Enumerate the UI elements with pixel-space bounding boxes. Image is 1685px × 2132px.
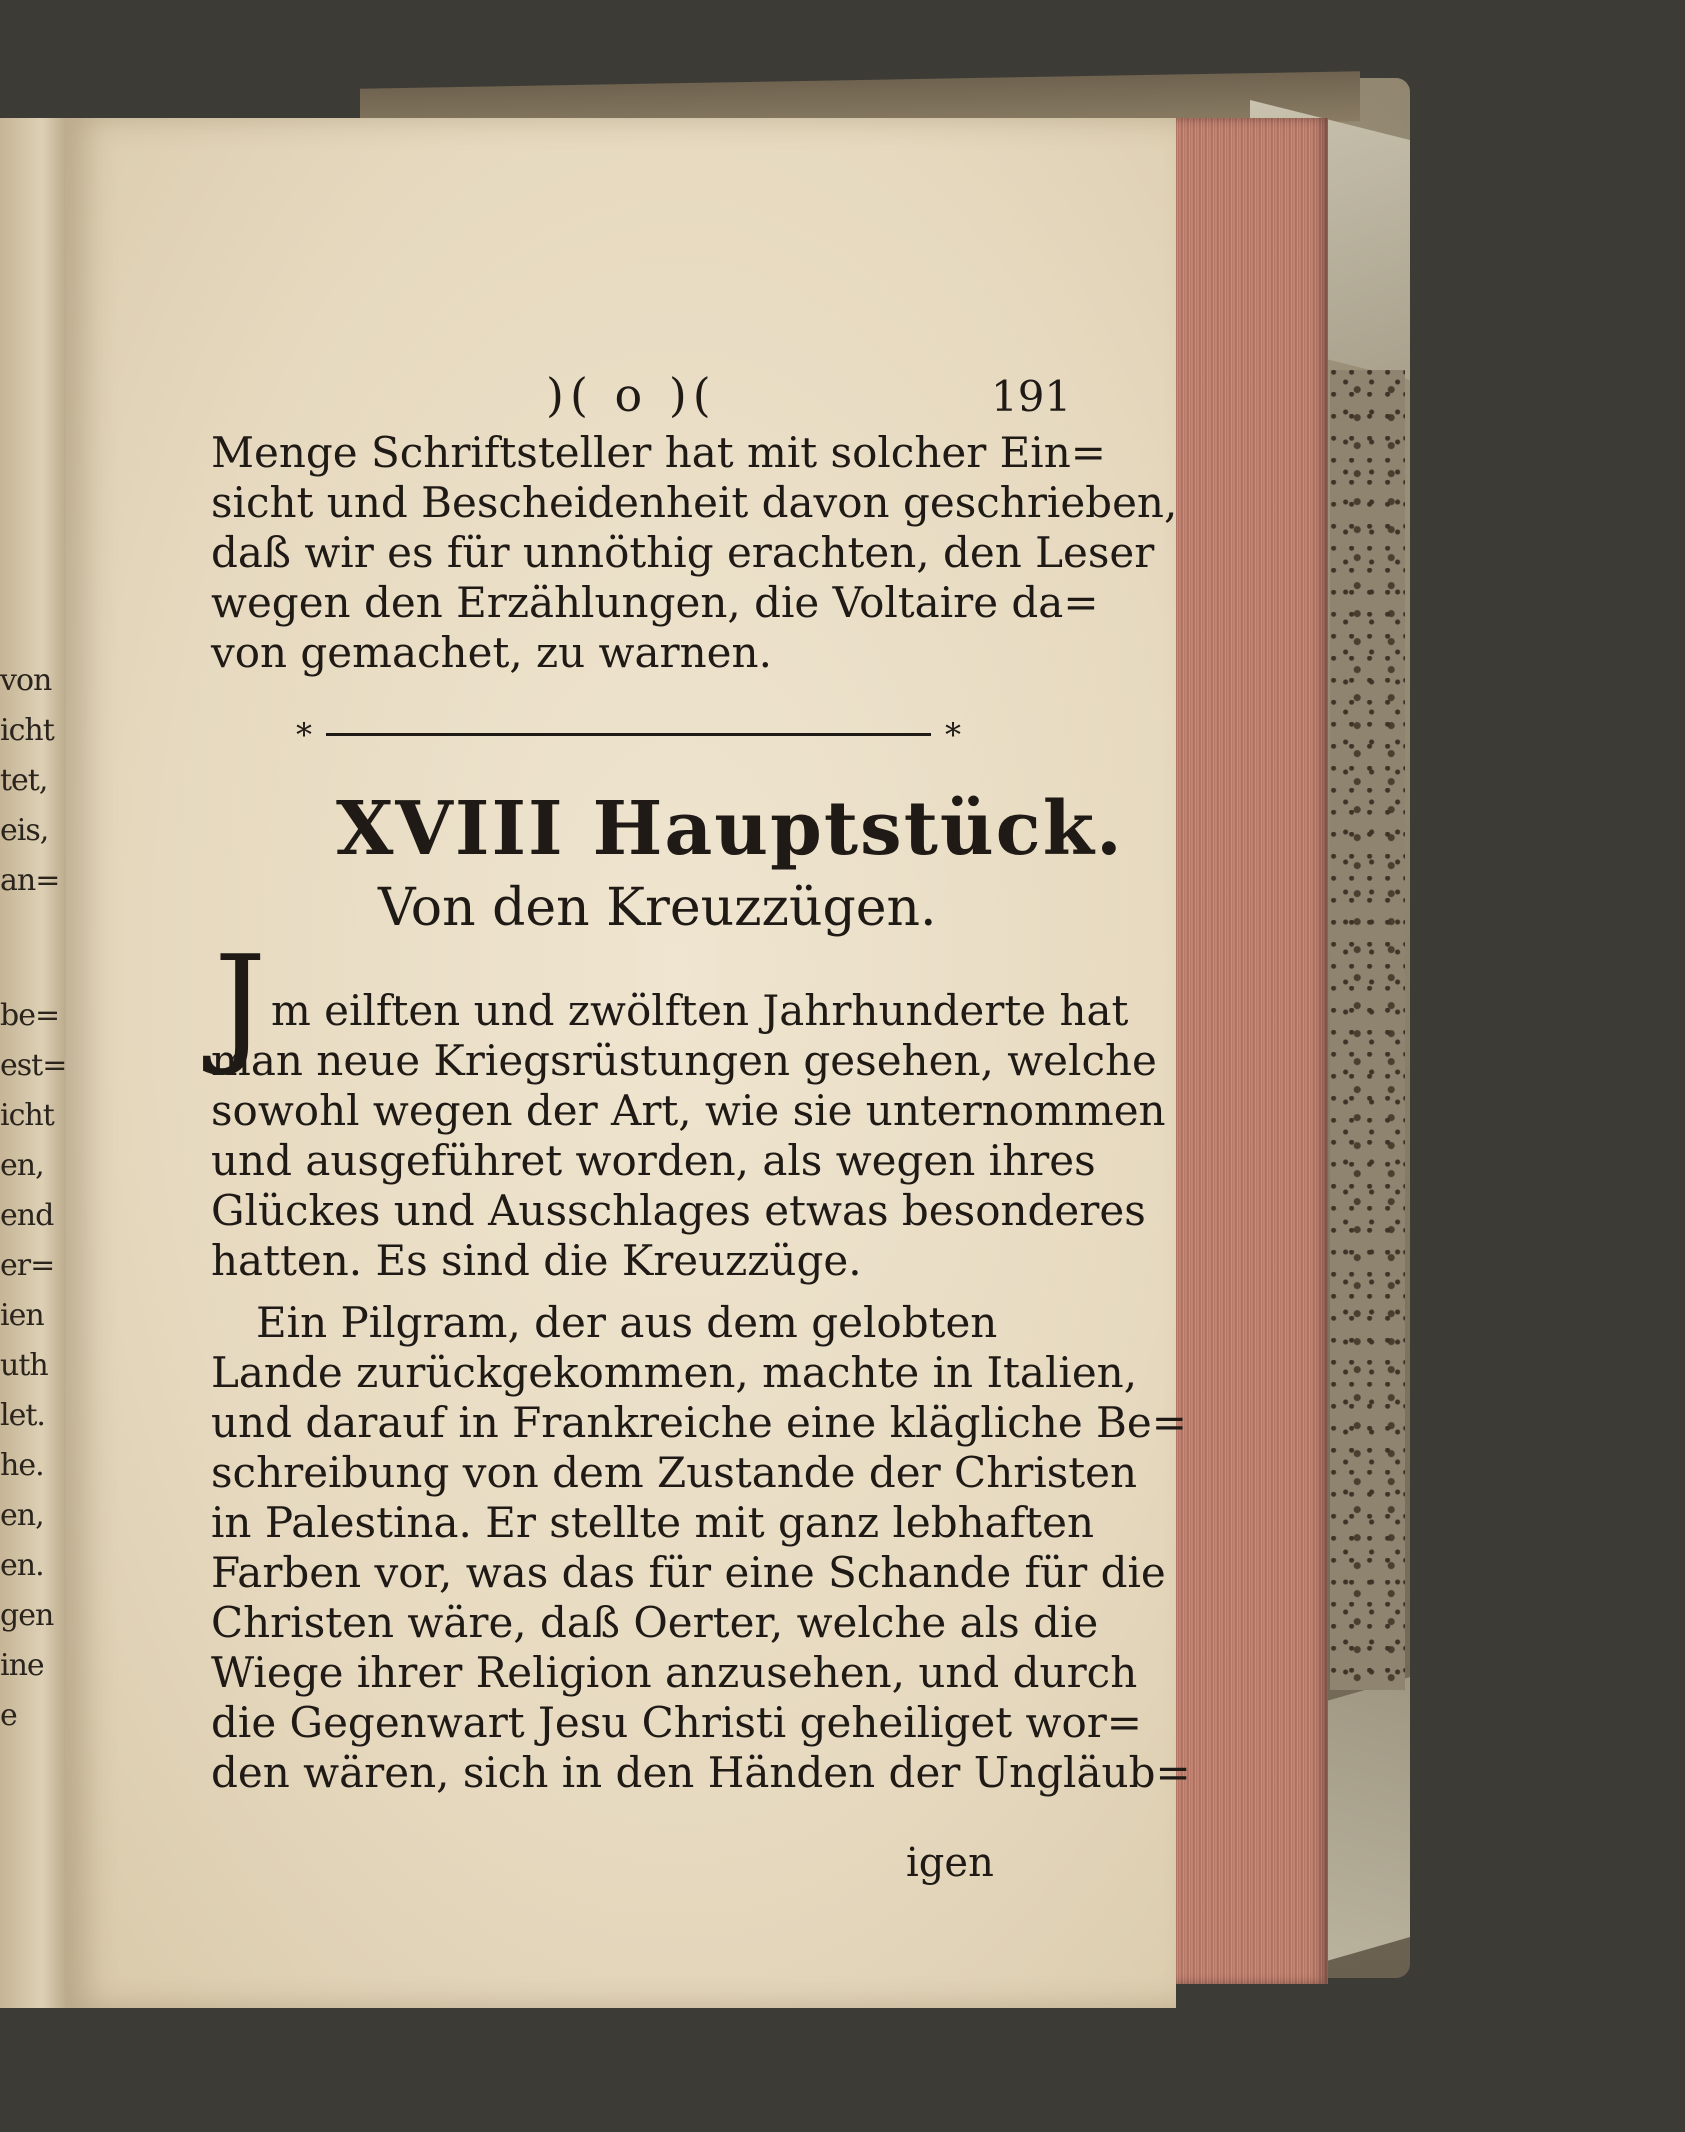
marbled-board (1330, 370, 1405, 1690)
paragraph-line: Farben vor, was das für eine Schande für die (211, 1548, 1166, 1597)
drop-cap: J (214, 927, 267, 1079)
paragraph-line: Ein Pilgram, der aus dem gelobten (256, 1298, 998, 1347)
left-fragment: e (0, 1698, 17, 1733)
paragraph-line: die Gegenwart Jesu Christi geheiliget wor= (211, 1698, 1142, 1747)
paragraph-line: in Palestina. Er stellte mit ganz lebhaften (211, 1498, 1095, 1547)
paragraph-line: m eilften und zwölften Jahrhunderte hat (271, 986, 1129, 1035)
paragraph-line: Christen wäre, daß Oerter, welche als die (211, 1598, 1099, 1647)
paragraph-line: hatten. Es sind die Kreuzzüge. (211, 1236, 862, 1285)
intro-line: von gemachet, zu warnen. (211, 628, 772, 677)
paragraph-line: Wiege ihrer Religion anzusehen, und durch (211, 1648, 1138, 1697)
running-head: )( o )( (546, 368, 717, 422)
catchword: igen (906, 1840, 994, 1886)
divider-line (326, 733, 931, 736)
left-fragment: von (0, 663, 52, 698)
left-fragment: en. (0, 1548, 44, 1583)
right-page (66, 118, 1191, 2008)
left-fragment: ine (0, 1648, 44, 1683)
left-fragment: gen (0, 1598, 54, 1633)
left-fragment: ien (0, 1298, 44, 1333)
page-number: 191 (991, 372, 1072, 421)
section-divider (296, 716, 961, 754)
paragraph-line: und ausgeführet worden, als wegen ihres (211, 1136, 1096, 1185)
left-fragment: be= (0, 998, 60, 1033)
chapter-heading: XVIII Hauptstück. (336, 786, 1124, 872)
left-fragment: icht (0, 1098, 54, 1133)
paragraph-line: Glückes und Ausschlages etwas besonderes (211, 1186, 1146, 1235)
intro-line: Menge Schriftsteller hat mit solcher Ein= (211, 428, 1106, 477)
left-fragment: uth (0, 1348, 48, 1383)
left-fragment: est= (0, 1048, 67, 1083)
intro-line: daß wir es für unnöthig erachten, den Leser (211, 528, 1155, 577)
left-fragment: end (0, 1198, 54, 1233)
left-fragment: en, (0, 1498, 44, 1533)
left-fragment: let. (0, 1398, 45, 1433)
intro-line: sicht und Bescheidenheit davon geschrieben, (211, 478, 1178, 527)
paragraph-line: und darauf in Frankreiche eine klägliche Be= (211, 1398, 1187, 1447)
divider-star-right: * (945, 716, 961, 754)
left-fragment: er= (0, 1248, 55, 1283)
divider-star-left: * (296, 716, 312, 754)
paragraph-line: schreibung von dem Zustande der Christen (211, 1448, 1138, 1497)
paragraph-line: Lande zurückgekommen, machte in Italien, (211, 1348, 1138, 1397)
paragraph-line: man neue Kriegsrüstungen gesehen, welche (211, 1036, 1157, 1085)
page-fore-edge (1160, 118, 1328, 1984)
chapter-subtitle: Von den Kreuzzügen. (378, 878, 937, 938)
left-fragment: an= (0, 863, 60, 898)
left-fragment: eis, (0, 813, 49, 848)
left-fragment: en, (0, 1148, 44, 1183)
paragraph-line: sowohl wegen der Art, wie sie unternommen (211, 1086, 1166, 1135)
left-fragment: tet, (0, 763, 48, 798)
paragraph-line: den wären, sich in den Händen der Ungläub= (211, 1748, 1191, 1797)
left-fragment: he. (0, 1448, 44, 1483)
left-page-sliver (0, 118, 70, 2008)
intro-line: wegen den Erzählungen, die Voltaire da= (211, 578, 1099, 627)
left-fragment: icht (0, 713, 54, 748)
